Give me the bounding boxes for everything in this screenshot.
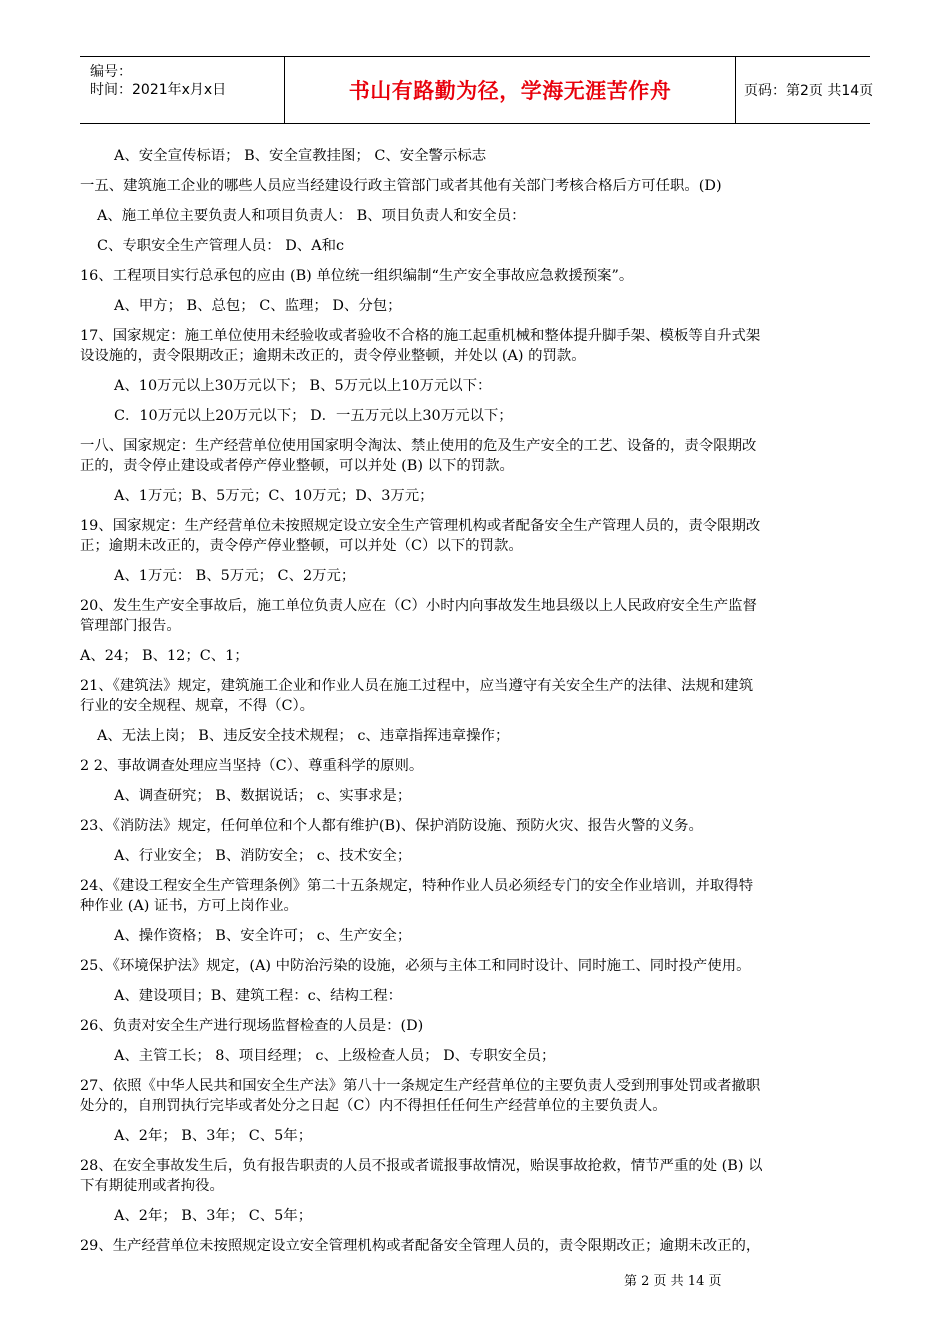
option-line: A、施工单位主要负责人和项目负责人： B、项目负责人和安全员： (97, 208, 526, 224)
header-motto: 书山有路勤为径，学海无涯苦作舟 (348, 79, 672, 103)
document-time-label: 时间：2021年x月x日 (90, 82, 227, 98)
question-line: 21、《建筑法》规定，建筑施工企业和作业人员在施工过程中，应当遵守有关安全生产的法律、法规和建筑 (80, 678, 754, 694)
option-line: A、10万元以上30万元以下； B、5万元以上10万元以下： (114, 378, 492, 394)
question-line: 一八、国家规定：生产经营单位使用国家明令淘汰、禁止使用的危及生产安全的工艺、设备的，责令限期改 (80, 438, 757, 454)
question-line: 行业的安全规程、规章，不得（C）。 (80, 698, 315, 714)
question-line: 下有期徒刑或者拘役。 (80, 1178, 224, 1194)
option-line: C．10万元以上20万元以下； D．一五万元以上30万元以下； (114, 408, 513, 424)
option-line: A、安全宣传标语； B、安全宣教挂图； C、安全警示标志 (114, 148, 487, 164)
question-line: 20、发生生产安全事故后，施工单位负责人应在（C）小时内向事故发生地县级以上人民政府安全生产监督 (80, 598, 757, 614)
document-number-label: 编号： (90, 64, 132, 80)
option-line: A、行业安全； B、消防安全； c、技术安全； (114, 848, 412, 864)
header-meta (80, 57, 284, 123)
question-line: 一五、建筑施工企业的哪些人员应当经建设行政主管部门或者其他有关部门考核合格后方可任职。(D) (80, 178, 722, 194)
question-line: 25、《环境保护法》规定，(A) 中防治污染的设施，必须与主体工和同时设计、同时施工、同时投产使用。 (80, 958, 751, 974)
question-line: 正；逾期未改正的，责令停产停业整顿，可以并处（C）以下的罚款。 (80, 538, 523, 554)
option-line: A、操作资格； B、安全许可； c、生产安全； (114, 928, 412, 944)
question-line: 24、《建设工程安全生产管理条例》第二十五条规定，特种作业人员必须经专门的安全作业培训，并取得特 (80, 878, 754, 894)
question-line: 正的，责令停止建设或者停产停业整顿，可以并处 (B) 以下的罚款。 (80, 458, 514, 474)
option-line: A、1万元；B、5万元；C、10万元；D、3万元； (114, 488, 434, 504)
question-line: 19、国家规定：生产经营单位未按照规定设立安全生产管理机构或者配备安全生产管理人员的，责令限期改 (80, 518, 761, 534)
question-line: 2 2、事故调查处理应当坚持（C）、尊重科学的原则。 (80, 758, 424, 774)
option-line: A、建设项目；B、建筑工程：c、结构工程： (114, 988, 403, 1004)
option-line: A、甲方； B、总包； C、监理； D、分包； (114, 298, 402, 314)
question-line: 管理部门报告。 (80, 618, 181, 634)
question-line: 设设施的，责令限期改正；逾期未改正的，责令停业整顿，并处以 (A) 的罚款。 (80, 348, 586, 364)
option-line: A、2年； B、3年； C、5年； (114, 1128, 313, 1144)
question-line: 17、国家规定：施工单位使用未经验收或者验收不合格的施工起重机械和整体提升脚手架、模板等自升式架 (80, 328, 761, 344)
option-line: A、24； B、12；C、1； (80, 648, 249, 664)
question-line: 26、负责对安全生产进行现场监督检查的人员是：(D) (80, 1018, 424, 1034)
header-page-indicator: 页码：第2页 共14页 (744, 83, 874, 99)
page-header (80, 56, 874, 124)
option-line: A、1万元： B、5万元； C、2万元； (114, 568, 356, 584)
question-line: 28、在安全事故发生后，负有报告职责的人员不报或者谎报事故情况，贻误事故抢救，情节严重的处 (B) 以 (80, 1158, 763, 1174)
option-line: A、2年； B、3年； C、5年； (114, 1208, 313, 1224)
question-line: 27、依照《中华人民共和国安全生产法》第八十一条规定生产经营单位的主要负责人受到刑事处罚或者撤职 (80, 1078, 761, 1094)
question-line: 种作业 (A) 证书，方可上岗作业。 (80, 898, 298, 914)
question-line: 16、工程项目实行总承包的应由 (B) 单位统一组织编制“生产安全事故应急救援预案”。 (80, 268, 634, 284)
option-line: A、调查研究； B、数据说话； c、实事求是； (114, 788, 412, 804)
option-line: C、专职安全生产管理人员： D、A和c (97, 238, 345, 254)
question-line: 29、生产经营单位未按照规定设立安全管理机构或者配备安全管理人员的，责令限期改正；逾期未改正的， (80, 1238, 761, 1254)
page-footer: 第 2 页 共 14 页 (624, 1274, 722, 1289)
header-motto-cell (284, 57, 736, 123)
option-line: A、主管工长； 8、项目经理； c、上级检查人员； D、专职安全员； (114, 1048, 556, 1064)
option-line: A、无法上岗； B、违反安全技术规程； c、违章指挥违章操作； (97, 728, 510, 744)
question-line: 23、《消防法》规定，任何单位和个人都有维护(B)、保护消防设施、预防火灾、报告火警的义务。 (80, 818, 703, 834)
question-line: 处分的，自刑罚执行完毕或者处分之日起（C）内不得担任任何生产经营单位的主要负责人。 (80, 1098, 667, 1114)
